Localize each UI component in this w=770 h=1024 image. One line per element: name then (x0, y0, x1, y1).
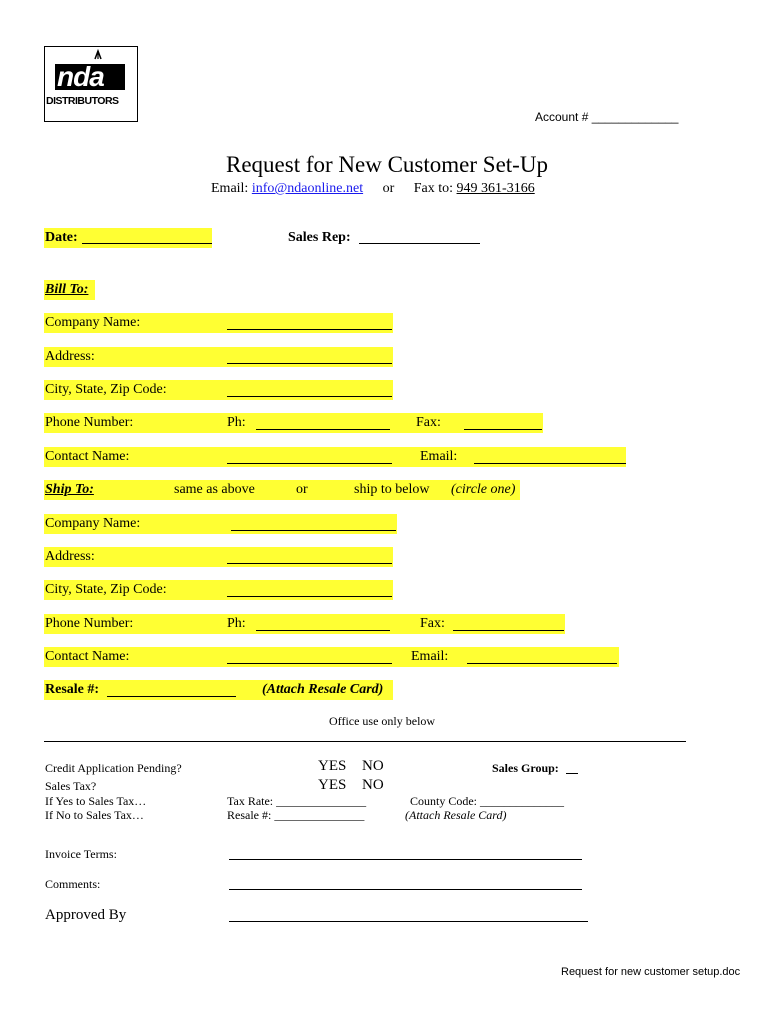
ship-or-text: or (296, 482, 308, 497)
bill-contact-label: Contact Name: (45, 449, 130, 464)
sales-rep-label: Sales Rep: (288, 230, 351, 245)
county-code-field[interactable]: County Code: ______________ (410, 794, 565, 808)
ship-address-label: Address: (45, 549, 95, 564)
ship-contact-highlight (44, 647, 619, 667)
sales-group-field[interactable] (566, 773, 578, 774)
credit-yes-option[interactable]: YES (318, 758, 347, 774)
ship-company-label: Company Name: (45, 516, 141, 531)
sales-tax-no-option[interactable]: NO (362, 777, 384, 793)
approved-by-field[interactable] (229, 921, 588, 922)
ship-ph-label: Ph: (227, 616, 246, 631)
office-resale-field[interactable]: Resale #: _______________ (227, 808, 365, 822)
bill-address-highlight (44, 347, 393, 367)
email-link[interactable]: info@ndaonline.net (251, 181, 364, 196)
email-label: Email: (211, 181, 249, 196)
ship-email-label: Email: (411, 649, 449, 664)
sales-group-label: Sales Group: (492, 761, 559, 775)
ship-ph-field[interactable] (256, 630, 390, 631)
bill-city-label: City, State, Zip Code: (45, 382, 167, 397)
bill-ph-label: Ph: (227, 415, 246, 430)
resale-field[interactable] (107, 696, 236, 697)
date-field[interactable] (82, 243, 212, 244)
bill-contact-field[interactable] (227, 463, 392, 464)
ship-address-field[interactable] (227, 563, 392, 564)
sales-tax-yes-option[interactable]: YES (318, 777, 347, 793)
ship-contact-field[interactable] (227, 663, 392, 664)
bill-fax-label: Fax: (416, 415, 441, 430)
ship-to-heading: Ship To: (45, 482, 94, 497)
bill-ph-field[interactable] (256, 429, 390, 430)
account-number-label: Account # _____________ (535, 110, 679, 124)
bill-city-field[interactable] (227, 396, 392, 397)
ship-fax-field[interactable] (453, 630, 564, 631)
bill-email-field[interactable] (474, 463, 626, 464)
ship-circle-note: (circle one) (451, 482, 516, 497)
logo-text: nda (57, 61, 104, 92)
ship-address-highlight (44, 547, 393, 567)
office-use-heading: Office use only below (329, 714, 436, 728)
bill-email-label: Email: (420, 449, 458, 464)
office-divider (44, 741, 686, 742)
credit-no-option[interactable]: NO (362, 758, 384, 774)
footer-filename: Request for new customer setup.doc (561, 966, 741, 978)
bill-company-label: Company Name: (45, 315, 141, 330)
resale-label: Resale #: (45, 682, 100, 697)
resale-attach-note: (Attach Resale Card) (262, 682, 384, 697)
nda-logo (44, 46, 138, 122)
credit-app-label: Credit Application Pending? (45, 761, 182, 775)
if-yes-label: If Yes to Sales Tax… (45, 794, 147, 808)
invoice-terms-label: Invoice Terms: (45, 847, 117, 861)
or-text: or (382, 181, 395, 196)
invoice-terms-field[interactable] (229, 859, 582, 860)
sales-rep-field[interactable] (359, 243, 480, 244)
ship-to-highlight (44, 480, 520, 500)
date-label: Date: (45, 230, 78, 245)
page-title: Request for New Customer Set-Up (226, 152, 548, 177)
approved-by-label: Approved By (45, 907, 127, 923)
bill-contact-highlight (44, 447, 626, 467)
bill-fax-field[interactable] (464, 429, 542, 430)
ship-city-field[interactable] (227, 596, 392, 597)
sales-tax-label: Sales Tax? (45, 779, 97, 793)
tax-rate-field[interactable]: Tax Rate: _______________ (227, 794, 367, 808)
bill-address-field[interactable] (227, 363, 392, 364)
if-no-label: If No to Sales Tax… (45, 808, 144, 822)
bill-to-heading: Bill To: (45, 282, 89, 297)
ship-same-option[interactable]: same as above (174, 482, 255, 497)
comments-label: Comments: (45, 877, 101, 891)
bill-phone-label: Phone Number: (45, 415, 134, 430)
ship-phone-label: Phone Number: (45, 616, 134, 631)
bill-company-field[interactable] (227, 329, 392, 330)
ship-fax-label: Fax: (420, 616, 445, 631)
contact-line (211, 181, 535, 197)
logo-subtext: DISTRIBUTORS (46, 95, 119, 107)
fax-label: Fax to: (413, 181, 454, 196)
ship-company-field[interactable] (231, 530, 396, 531)
ship-email-field[interactable] (467, 663, 617, 664)
ship-contact-label: Contact Name: (45, 649, 130, 664)
ship-below-option[interactable]: ship to below (354, 482, 430, 497)
bill-address-label: Address: (45, 349, 95, 364)
office-attach-note: (Attach Resale Card) (405, 808, 507, 822)
ship-city-label: City, State, Zip Code: (45, 582, 167, 597)
comments-field[interactable] (229, 889, 582, 890)
fax-number: 949 361-3166 (456, 181, 535, 196)
